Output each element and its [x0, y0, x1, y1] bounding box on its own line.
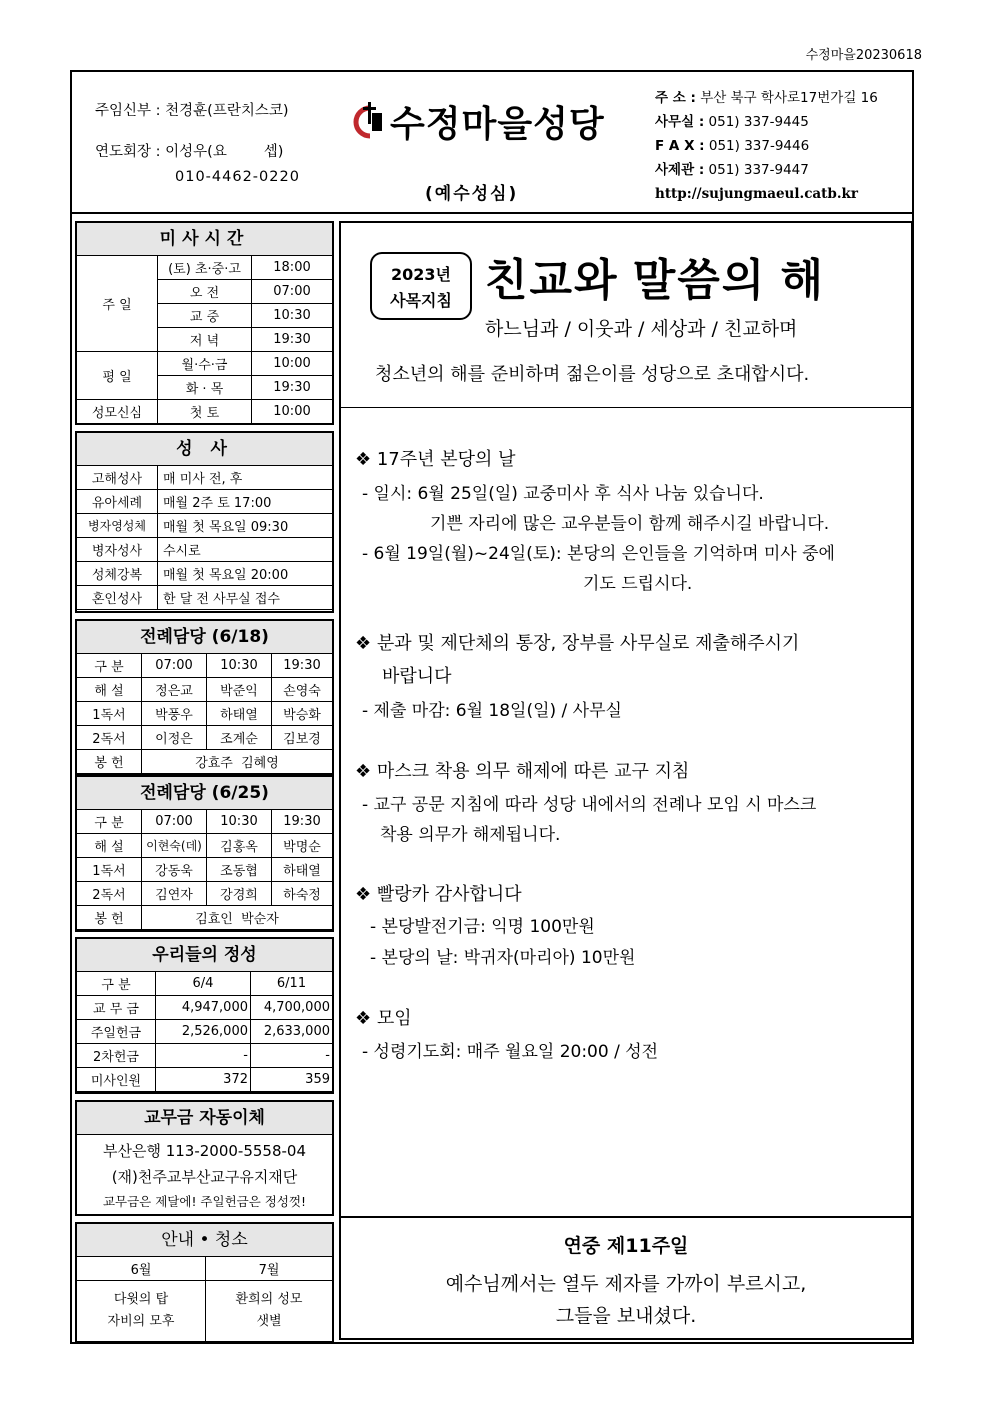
offering-cell: 4,947,000 — [156, 996, 251, 1020]
sacrament-name: 병자성사 — [77, 538, 158, 562]
sacrament-value: 매월 2주 토 17:00 — [158, 490, 333, 514]
offering-label: 봉 헌 — [77, 750, 142, 774]
chair-name: 이성우(요 셉) — [165, 144, 284, 160]
liturgy-cell: 김보경 — [272, 726, 333, 750]
cleaning-title: 안내 • 청소 — [77, 1224, 332, 1257]
offerings-box — [75, 937, 334, 1094]
fax-label: F A X : — [655, 138, 705, 154]
sacrament-name: 혼인성사 — [77, 586, 158, 610]
cleaning-month: 7월 — [206, 1257, 333, 1281]
autopay-title: 교무금 자동이체 — [77, 1102, 332, 1135]
marian-label: 성모신심 — [77, 400, 158, 424]
liturgy-title-2: 전례담당 (6/25) — [77, 777, 332, 810]
chair-label: 연도회장 : — [95, 144, 161, 160]
sunday-label: 주 일 — [77, 256, 158, 352]
notice-heading: ❖ 빨랑카 감사합니다 — [355, 884, 522, 905]
offering-cell: 2차헌금 — [77, 1044, 156, 1068]
liturgy-cell: 박승화 — [272, 702, 333, 726]
notice-heading-cont: 바랍니다 — [382, 666, 452, 687]
liturgy-header: 19:30 — [272, 654, 333, 678]
liturgy-header: 19:30 — [272, 810, 333, 834]
notice-heading: ❖ 모임 — [355, 1008, 412, 1029]
sunday-gospel — [341, 1268, 911, 1332]
sacrament-name: 성체강복 — [77, 562, 158, 586]
liturgy-title-1: 전례담당 (6/18) — [77, 621, 332, 654]
parish-logo-icon — [350, 100, 386, 140]
sunday-title: 연중 제11주일 — [563, 1235, 689, 1257]
theme-note: 청소년의 해를 준비하며 젊은이를 성당으로 초대합시다. — [375, 364, 810, 385]
liturgy-cell: 이정은 — [142, 726, 207, 750]
liturgy-cell: 1독서 — [77, 858, 142, 882]
mass-time: 10:30 — [252, 304, 333, 328]
liturgy-table-2 — [76, 809, 333, 930]
liturgy-box-2 — [75, 775, 334, 932]
liturgy-cell: 강경희 — [207, 882, 272, 906]
offering-names: 강효주 김혜영 — [142, 750, 333, 774]
offering-cell: 359 — [251, 1068, 333, 1092]
office-phone: 051) 337-9445 — [708, 114, 809, 130]
mass-times-table — [76, 255, 333, 424]
cleaning-box — [75, 1222, 334, 1344]
gospel-line: 예수님께서는 열두 제자를 가까이 부르시고, — [445, 1273, 807, 1295]
notice-heading: ❖ 마스크 착용 의무 해제에 따른 교구 지침 — [355, 761, 690, 782]
sacraments-title: 성 사 — [77, 433, 332, 466]
notice-line: - 본당발전기금: 익명 100만원 — [370, 917, 595, 937]
mass-times-title: 미사시간 — [77, 223, 332, 256]
cleaning-group: 자비의 모후 — [107, 1314, 175, 1329]
sacraments-box — [75, 431, 334, 613]
offering-cell: 교 무 금 — [77, 996, 156, 1020]
divider — [341, 1216, 911, 1218]
offering-cell: 주일헌금 — [77, 1020, 156, 1044]
chair-phone: 010-4462-0220 — [175, 169, 300, 185]
mass-name: 교 중 — [158, 304, 252, 328]
sacraments-table — [76, 465, 333, 610]
sacrament-name: 유아세례 — [77, 490, 158, 514]
weekday-label: 평 일 — [77, 352, 158, 400]
liturgy-header: 10:30 — [207, 810, 272, 834]
offering-names: 김효인 박순자 — [142, 906, 333, 930]
sacrament-value: 매 미사 전, 후 — [158, 466, 333, 490]
mass-name: 월·수·금 — [158, 352, 252, 376]
liturgy-cell: 이현숙(데) — [142, 834, 207, 858]
liturgy-table-1 — [76, 653, 333, 774]
cleaning-group: 환희의 성모 — [235, 1292, 303, 1307]
liturgy-cell: 박명순 — [272, 834, 333, 858]
liturgy-header: 07:00 — [142, 810, 207, 834]
office-label: 사무실 : — [655, 114, 705, 130]
sacrament-value: 한 달 전 사무실 접수 — [158, 586, 333, 610]
liturgy-cell: 박풍우 — [142, 702, 207, 726]
chair-line — [95, 141, 283, 163]
liturgy-cell: 하태열 — [207, 702, 272, 726]
divider — [341, 407, 911, 408]
notice-line: - 제출 마감: 6월 18일(일) / 사무실 — [362, 701, 622, 721]
autopay-note: 교무금은 제달에! 주일헌금은 정성껏! — [102, 1194, 307, 1209]
notice-line: 기도 드립시다. — [583, 574, 693, 594]
liturgy-cell: 박준익 — [207, 678, 272, 702]
cleaning-table — [76, 1256, 333, 1342]
pastor-name: 천경훈(프란치스코) — [165, 103, 289, 119]
pastor-line — [95, 100, 289, 122]
pastor-label: 주임신부 : — [95, 103, 161, 119]
liturgy-cell: 조계순 — [207, 726, 272, 750]
document-id: 수정마을20230618 — [805, 48, 922, 63]
liturgy-cell: 김연자 — [142, 882, 207, 906]
liturgy-cell: 2독서 — [77, 882, 142, 906]
offerings-title: 우리들의 정성 — [77, 939, 332, 972]
sacrament-value: 매월 첫 목요일 20:00 — [158, 562, 333, 586]
offerings-table — [76, 971, 333, 1092]
theme-label: 사목지침 — [390, 291, 452, 310]
mass-name: 오 전 — [158, 280, 252, 304]
parish-name: 수정마을성당 — [390, 103, 605, 144]
mass-times-box — [75, 221, 334, 425]
sacrament-value: 매월 첫 목요일 09:30 — [158, 514, 333, 538]
liturgy-cell: 손영숙 — [272, 678, 333, 702]
mass-name: 저 녁 — [158, 328, 252, 352]
mass-name: 화 · 목 — [158, 376, 252, 400]
liturgy-cell: 김홍옥 — [207, 834, 272, 858]
liturgy-cell: 정은교 — [142, 678, 207, 702]
cleaning-groups-june — [77, 1281, 206, 1342]
notice-line: - 6월 19일(월)~24일(토): 본당의 은인들을 기억하며 미사 중에 — [362, 544, 835, 564]
liturgy-header: 구 분 — [77, 654, 142, 678]
offering-label: 봉 헌 — [77, 906, 142, 930]
mass-name: (토) 초·중·고 — [158, 256, 252, 280]
marian-time: 10:00 — [252, 400, 333, 424]
address-label: 주 소 : — [655, 90, 696, 106]
mass-time: 19:30 — [252, 376, 333, 400]
notice-heading: ❖ 분과 및 제단체의 통장, 장부를 사무실로 제출해주시기 — [355, 633, 800, 654]
liturgy-cell: 조동협 — [207, 858, 272, 882]
notice-heading: ❖ 17주년 본당의 날 — [355, 449, 516, 470]
offering-cell: 미사인원 — [77, 1068, 156, 1092]
notice-line: - 본당의 날: 박귀자(마리아) 10만원 — [370, 948, 636, 968]
rectory-label: 사제관 : — [655, 162, 705, 178]
offering-cell: 2,633,000 — [251, 1020, 333, 1044]
rectory-phone: 051) 337-9447 — [708, 162, 809, 178]
offering-cell: - — [251, 1044, 333, 1068]
offering-cell: 2,526,000 — [156, 1020, 251, 1044]
offering-cell: - — [156, 1044, 251, 1068]
liturgy-cell: 해 설 — [77, 834, 142, 858]
liturgy-cell: 하태열 — [272, 858, 333, 882]
sacrament-value: 수시로 — [158, 538, 333, 562]
contact-block — [655, 86, 878, 206]
liturgy-header: 07:00 — [142, 654, 207, 678]
liturgy-cell: 2독서 — [77, 726, 142, 750]
mass-time: 19:30 — [252, 328, 333, 352]
theme-title: 친교와 말씀의 해 — [485, 256, 825, 305]
theme-badge — [370, 252, 472, 320]
notice-line: - 일시: 6월 25일(일) 교중미사 후 식사 나눔 있습니다. — [362, 484, 764, 504]
liturgy-cell: 하숙정 — [272, 882, 333, 906]
mass-time: 07:00 — [252, 280, 333, 304]
liturgy-header: 10:30 — [207, 654, 272, 678]
offering-cell: 4,700,000 — [251, 996, 333, 1020]
liturgy-cell: 강동욱 — [142, 858, 207, 882]
cleaning-group: 다윗의 탑 — [113, 1292, 169, 1307]
parish-url[interactable]: http://sujungmaeul.catb.kr — [655, 186, 859, 202]
liturgy-box-1 — [75, 619, 334, 775]
notice-line: 착용 의무가 해제됩니다. — [380, 825, 561, 845]
mass-time: 18:00 — [252, 256, 333, 280]
mass-time: 10:00 — [252, 352, 333, 376]
notice-line: - 교구 공문 지침에 따라 성당 내에서의 전례나 모임 시 마스크 — [362, 795, 817, 815]
autopay-foundation: (재)천주교부산교구유지재단 — [111, 1168, 298, 1186]
notice-line: - 성령기도회: 매주 월요일 20:00 / 성전 — [362, 1042, 659, 1062]
offering-cell: 372 — [156, 1068, 251, 1092]
sacrament-name: 병자영성체 — [77, 514, 158, 538]
liturgy-header: 구 분 — [77, 810, 142, 834]
offering-header: 6/4 — [156, 972, 251, 996]
liturgy-cell: 해 설 — [77, 678, 142, 702]
theme-year: 2023년 — [391, 265, 451, 284]
autopay-account: 부산은행 113-2000-5558-04 — [102, 1142, 307, 1160]
notice-line: 기쁜 자리에 많은 교우분들이 함께 해주시길 바랍니다. — [430, 514, 830, 534]
cleaning-groups-july — [206, 1281, 333, 1342]
sacrament-name: 고해성사 — [77, 466, 158, 490]
cleaning-month: 6월 — [77, 1257, 206, 1281]
offering-header: 6/11 — [251, 972, 333, 996]
address: 부산 북구 학사로17번가길 16 — [700, 90, 878, 106]
fax: 051) 337-9446 — [708, 138, 810, 154]
liturgy-cell: 1독서 — [77, 702, 142, 726]
cleaning-group: 샛별 — [256, 1314, 282, 1329]
liturgical-season: (예수성심) — [425, 184, 519, 204]
marian-name: 첫 토 — [158, 400, 252, 424]
autopay-box — [75, 1100, 334, 1216]
gospel-line: 그들을 보내셨다. — [555, 1305, 697, 1327]
theme-subtitle: 하느님과 / 이웃과 / 세상과 / 친교하며 — [485, 318, 798, 340]
offering-header: 구 분 — [77, 972, 156, 996]
